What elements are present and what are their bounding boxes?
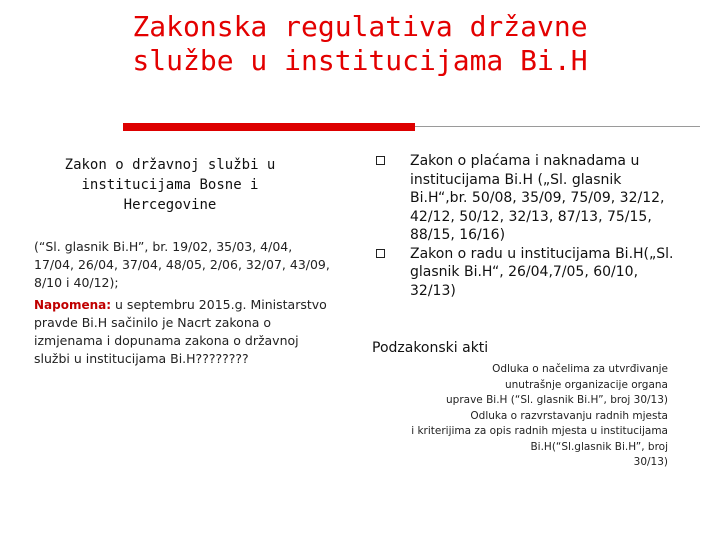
bylaws-line: Bi.H(“Sl.glasnik Bi.H”, broj <box>530 440 668 453</box>
square-bullet-icon <box>376 156 385 165</box>
bylaws-line: uprave Bi.H (“Sl. glasnik Bi.H”, broj 30/13) <box>446 394 668 406</box>
list-item-text: Zakon o radu u institucijama Bi.H(„Sl. glasnik Bi.H“, 26/04,7/05, 60/10, 32/13) <box>410 245 674 299</box>
slide-title-line-2: službe u institucijama Bi.H <box>132 44 588 77</box>
list-item <box>376 245 676 301</box>
left-body <box>34 238 334 368</box>
list-item <box>376 152 676 245</box>
bylaws-text <box>400 362 668 471</box>
slide-title <box>40 10 680 78</box>
square-bullet-icon <box>376 249 385 258</box>
list-item-text: Zakon o plaćama i naknadama u institucijama Bi.H („Sl. glasnik Bi.H“,br. 50/08, 35/09, 75/09, 32/12, 42/12, 50/12, 32/13, 87/13, 75/15, 88/15, 16/16) <box>410 153 665 243</box>
subheading: Podzakonski akti <box>372 340 489 356</box>
law-list <box>376 152 676 300</box>
law-reference: (“Sl. glasnik Bi.H”, br. 19/02, 35/03, 4/04, 17/04, 26/04, 37/04, 48/05, 2/06, 32/07, 43/09, 8/10 i 40/12); <box>34 239 330 290</box>
accent-bar <box>123 123 415 131</box>
note-text: u septembru 2015.g. Ministarstvo pravde Bi.H sačinilo je Nacrt zakona o izmjenama i dopunama zakona o državnoj službi u institucijama Bi.H???????? <box>34 297 327 366</box>
left-heading: Zakon o državnoj službi u institucijama Bosne i Hercegovine <box>64 157 276 213</box>
slide-title-line-1: Zakonska regulativa državne <box>132 10 588 43</box>
divider-line <box>415 126 700 127</box>
bylaws-line: i kriterijima za opis radnih mjesta u institucijama <box>411 425 668 437</box>
bylaws-line: unutrašnje organizacije organa <box>505 378 668 391</box>
bylaws-line: 30/13) <box>633 456 668 468</box>
note <box>34 296 334 368</box>
note-label: Napomena: <box>34 298 112 312</box>
bylaws-line: Odluka o načelima za utvrđivanje <box>492 363 668 375</box>
bylaws-line: Odluka o razvrstavanju radnih mjesta <box>470 409 668 422</box>
